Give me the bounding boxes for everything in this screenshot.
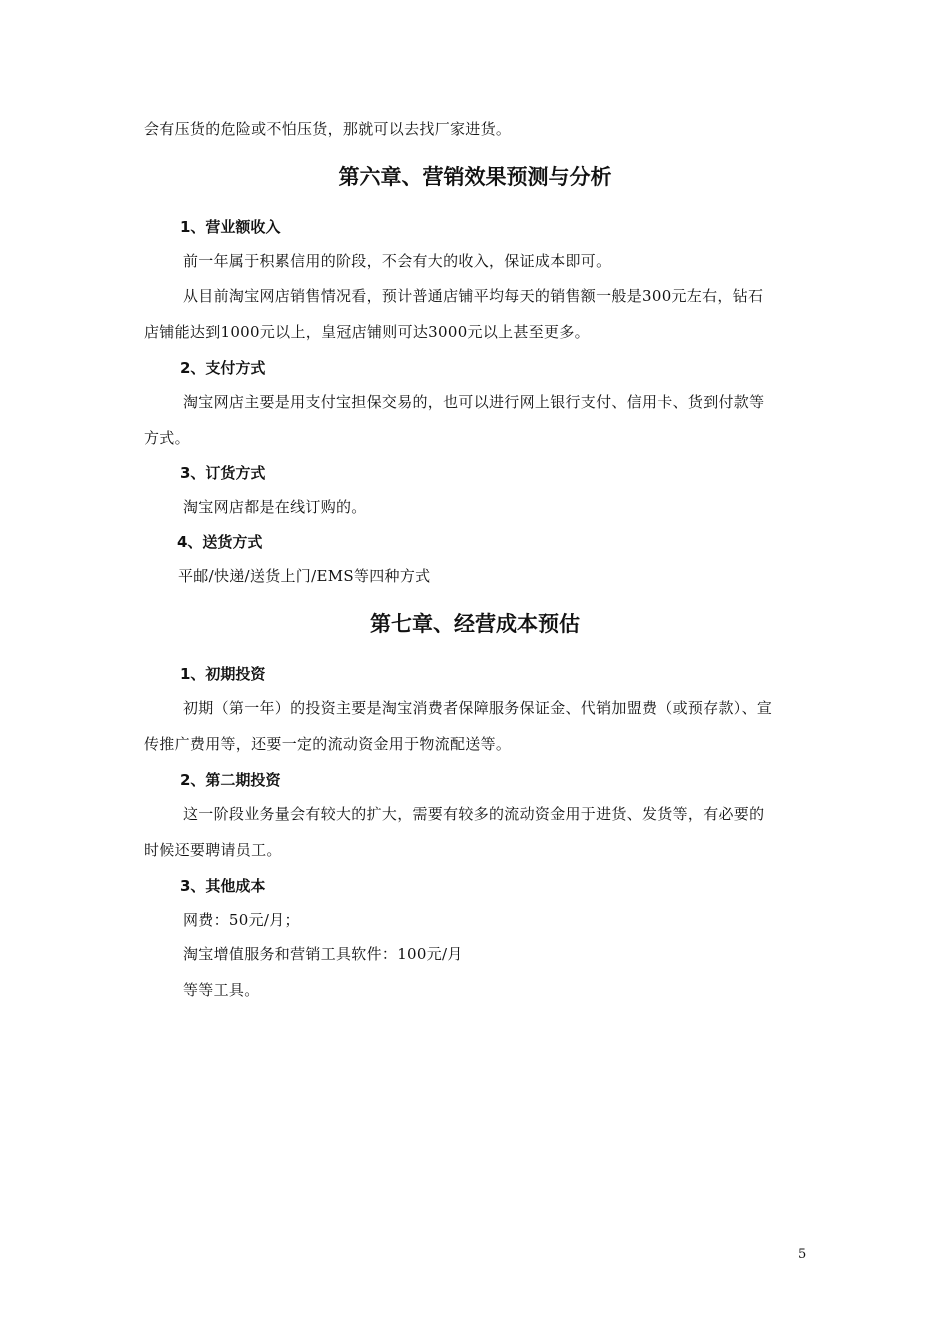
section-initial-investment-heading: 1、初期投资 [180,665,266,683]
page-number: 5 [798,1247,807,1262]
section-delivery-heading: 4、送货方式 [177,533,263,551]
other-cost-software-fee: 淘宝增值服务和营销工具软件：100元/月 [183,945,463,963]
other-cost-tools: 等等工具。 [183,981,260,999]
payment-paragraph-line-2: 方式。 [144,429,190,447]
initial-investment-line-1: 初期（第一年）的投资主要是淘宝消费者保障服务保证金、代销加盟费（或预存款）、宣 [183,699,773,717]
revenue-paragraph-2-line-2: 店铺能达到1000元以上，皇冠店铺则可达3000元以上甚至更多。 [144,323,590,341]
continuation-text: 会有压货的危险或不怕压货，那就可以去找厂家进货。 [144,120,512,138]
second-investment-line-2: 时候还要聘请员工。 [144,841,282,859]
section-second-investment-heading: 2、第二期投资 [180,771,281,789]
section-ordering-heading: 3、订货方式 [180,464,266,482]
delivery-paragraph: 平邮/快递/送货上门/EMS等四种方式 [178,567,431,585]
section-payment-heading: 2、支付方式 [180,359,266,377]
chapter-7-heading: 第七章、经营成本预估 [370,612,580,636]
initial-investment-line-2: 传推广费用等，还要一定的流动资金用于物流配送等。 [144,735,512,753]
section-other-costs-heading: 3、其他成本 [180,877,266,895]
chapter-6-heading: 第六章、营销效果预测与分析 [338,165,612,189]
revenue-paragraph-1: 前一年属于积累信用的阶段，不会有大的收入，保证成本即可。 [183,252,612,270]
second-investment-line-1: 这一阶段业务量会有较大的扩大，需要有较多的流动资金用于进货、发货等，有必要的 [183,805,765,823]
other-cost-network-fee: 网费：50元/月； [183,911,300,929]
payment-paragraph-line-1: 淘宝网店主要是用支付宝担保交易的，也可以进行网上银行支付、信用卡、货到付款等 [183,393,765,411]
revenue-paragraph-2-line-1: 从目前淘宝网店销售情况看，预计普通店铺平均每天的销售额一般是300元左右，钻石 [183,287,764,305]
ordering-paragraph: 淘宝网店都是在线订购的。 [183,498,367,516]
section-revenue-heading: 1、营业额收入 [180,218,281,236]
